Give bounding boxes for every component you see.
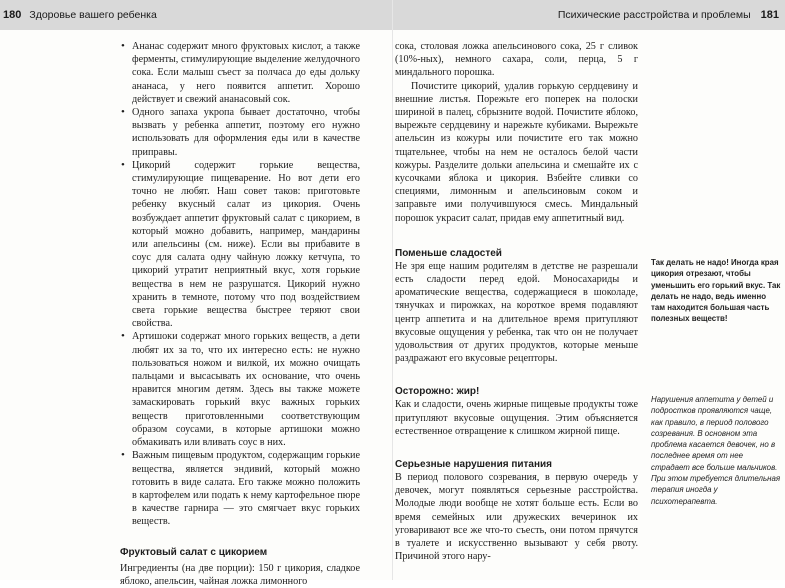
recipe-heading: Фруктовый салат с цикорием (120, 546, 268, 558)
list-item: • Одного запаха укропа бывает достаточно, чтобы вызвать у ребенка аппетит, поэтому его нужно использовать для оформления еды или в качестве приправы. (120, 106, 360, 159)
right-page-header (393, 0, 785, 30)
middle-text-column (395, 40, 638, 564)
left-running-title: Здоровье вашего ребенка (29, 9, 157, 21)
recipe-ingredients-continued: сока, столовая ложка апельсинового сока, 25 г сливок (10%-ных), немного сахара, соли, перца, 5 г миндального порошка. (395, 41, 638, 79)
left-text-column (120, 40, 360, 588)
sidebar-note-chicory: Так делать не надо! Иногда края цикория отрезают, чтобы уменьшить его горький вкус. Так делать не надо, ведь именно там находится большая часть полезных веществ! (651, 258, 781, 324)
left-page-header (0, 0, 393, 30)
left-page-number: 180 (3, 9, 22, 21)
list-item: • Цикорий содержит горькие вещества, стимулирующие пищеварение. Но вот дети его точно не любят. Наш совет таков: приготовьте ребенку вкусный салат из цикория. Очень возбуждает аппетит фруктовый салат с цикорием, в который можно добавить, например, мандарины или апельсины (см. ниже). Если вы прибавите в соус для салата одну чайную ложку кетчупа, то цикорий утратит неприятный вкус, хотя горькие вещества в нем не разрушатся. Цикорий нужно хранить в темноте, потому что под воздействием света горькие вещества быстрее теряют свои свойства. (120, 159, 360, 331)
section-text-fat: Как и сладости, очень жирные пищевые продукты тоже притупляют вкусовые ощущения. Этим объясняется естественное отвращение к слишком жирной пище. (395, 399, 638, 437)
list-item: • Важным пищевым продуктом, содержащим горькие вещества, является эндивий, который можно готовить в виде салата. Его также можно положить в картофелем или подать к нему картофельное пюре в качестве гарнира — это смягчает вкус горьких веществ. (120, 449, 360, 528)
right-page-number: 181 (760, 9, 779, 21)
section-text-sweets: Не зря еще нашим родителям в детстве не разрешали есть сладости перед едой. Моносахариды и ароматические вещества, содержащиеся в шоколаде, тянучках и пирожках, на короткое время подавляют центр аппетита и на длительное время притупляют вкусовые ощущения у ребенка, так что он не получает удовольствия от других продуктов, которые меньше раздражают его вкусовые рецепторы. (395, 260, 638, 365)
bullet-list (120, 40, 360, 529)
section-text-eating-disorders: В период полового созревания, в первую очередь у девочек, могут появляться серьезные расстройства. Молодые люди вообще не хотят больше есть. Если во время семейных или дружеских вечеринок их уговаривают все же что-то съесть, они потом прячутся в туалете и искусственно вызывают у себя рвоту. Причиной этого нару- (395, 472, 638, 563)
section-heading-fat: Осторожно: жир! (395, 386, 480, 398)
sidebar-note-appetite-disorders: Нарушения аппетита у детей и подростков проявляются чаще, как правило, в период полового созревания. В основном эта проблема касается девочек, но в последнее время от нее страдает все больше мальчиков. При этом требуется длительная терапия иногда у психотерапевта. (651, 395, 781, 506)
list-item: • Ананас содержит много фруктовых кислот, а также ферменты, стимулирующие выделение желудочного сока. Если малыш съест за полчаса до еды дольку ананаса, у него появится аппетит. Хорошо действует и свежий ананасовый сок. (120, 40, 360, 106)
section-heading-sweets: Поменьше сладостей (395, 247, 502, 259)
section-heading-eating-disorders: Серьезные нарушения питания (395, 459, 552, 471)
right-running-title: Психические расстройства и проблемы (557, 9, 751, 21)
recipe-steps: Почистите цикорий, удалив горькую сердцевину и внешние листья. Порежьте его поперек на полоски шириной в палец, сбрызните водой. Почистите яблоко, вырежьте сердцевину и нарежьте кубиками. Вырежьте апельсин из кожуры или почистите его так можно тщательнее, чтобы на нем не осталось белой части кожуры. Разделите дольки апельсина и смешайте их с кусочками яблока и цикория. Взбейте сливки со специями, лимонным и апельсиновым соком и заправьте ими получившуюся смесь. Миндальный порошок украсит салат, придав ему аппетитный вид. (395, 80, 638, 224)
list-item: • Артишоки содержат много горьких веществ, а дети любят их за то, что их интересно есть: не нужно пользоваться ножом и вилкой, их можно очищать пальцами и высасывать их основание, что очень нравится многим детям. Здесь вы также можете замаскировать горький вкус важных горьких веществ приготовленными соответствующим образом соусами, в которые артишоки можно обмакивать или вливать соус в них. (120, 330, 360, 449)
recipe-ingredients: Ингредиенты (на две порции): 150 г цикория, сладкое яблоко, апельсин, чайная ложка лимонного (120, 562, 360, 587)
